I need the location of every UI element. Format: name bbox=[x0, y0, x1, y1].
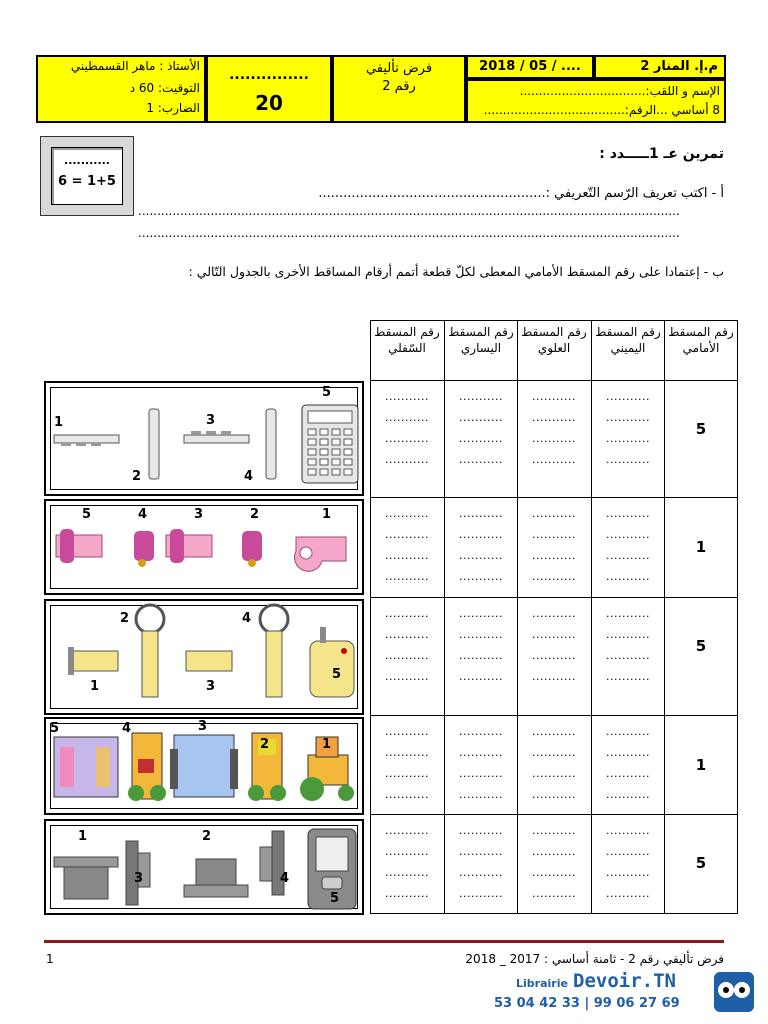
table-row-divider bbox=[370, 715, 738, 716]
col-header-right: رقم المسقط اليميني bbox=[595, 325, 661, 355]
answer-dots[interactable]: ........... bbox=[532, 670, 576, 683]
view-label: 4 bbox=[138, 507, 148, 522]
view-label: 4 bbox=[280, 871, 290, 886]
view-label: 5 bbox=[332, 667, 342, 682]
view-label: 2 bbox=[202, 829, 212, 844]
table-row-divider bbox=[370, 814, 738, 815]
answer-dots[interactable]: ........... bbox=[532, 725, 576, 738]
view-label: 3 bbox=[194, 507, 204, 522]
answer-dots[interactable]: ........... bbox=[606, 411, 650, 424]
header-grid bbox=[36, 55, 726, 123]
answer-dots[interactable]: ........... bbox=[532, 628, 576, 641]
table-row-divider bbox=[370, 497, 738, 498]
answer-dots[interactable]: ........... bbox=[459, 725, 503, 738]
answer-dots[interactable]: ........... bbox=[385, 670, 429, 683]
grade-box bbox=[40, 136, 134, 216]
answer-dots[interactable]: ........... bbox=[532, 411, 576, 424]
view-label: 1 bbox=[54, 415, 64, 430]
school-cell bbox=[594, 55, 726, 79]
col-header-left: رقم المسقط اليساري bbox=[448, 325, 514, 355]
view-label: 3 bbox=[206, 679, 216, 694]
answer-dots[interactable]: ........... bbox=[385, 507, 429, 520]
answer-dots[interactable]: ........... bbox=[532, 390, 576, 403]
answer-dots[interactable]: ........... bbox=[459, 528, 503, 541]
name-line: الإسم و اللقب:................................. bbox=[519, 84, 720, 98]
keychain-views-drawing bbox=[46, 601, 362, 713]
answer-dots[interactable]: ........... bbox=[532, 788, 576, 801]
answer-dots[interactable]: ........... bbox=[606, 507, 650, 520]
front-value-row-3: 5 bbox=[695, 637, 707, 655]
calculator-views-drawing bbox=[46, 383, 362, 494]
test-title-cell bbox=[332, 55, 466, 123]
view-label: 4 bbox=[242, 611, 252, 626]
view-label: 5 bbox=[322, 385, 332, 400]
table-divider bbox=[664, 320, 665, 914]
answer-dots[interactable]: ........... bbox=[459, 411, 503, 424]
answer-dots[interactable]: ........... bbox=[532, 746, 576, 759]
piece-2-views bbox=[44, 499, 364, 595]
score-dots: ............... bbox=[229, 67, 309, 83]
answer-dots[interactable]: ........... bbox=[606, 845, 650, 858]
piece-1-views bbox=[44, 381, 364, 496]
projections-table bbox=[370, 320, 738, 914]
piece-4-views bbox=[44, 717, 364, 815]
answer-dots[interactable]: ........... bbox=[459, 607, 503, 620]
answer-dots[interactable]: ........... bbox=[459, 390, 503, 403]
answer-dots[interactable]: ........... bbox=[606, 432, 650, 445]
col-header-bottom: رقم المسقط السّفلي bbox=[374, 325, 440, 355]
teacher-cell bbox=[36, 55, 206, 123]
answer-dots[interactable]: ........... bbox=[459, 649, 503, 662]
brand-small: Librairie bbox=[516, 977, 568, 990]
brand-logo bbox=[516, 970, 676, 992]
exercise-title: تمرين عـ 1ـــــدد : bbox=[599, 146, 724, 162]
answer-dots[interactable]: ........... bbox=[385, 628, 429, 641]
answer-dots[interactable]: ........... bbox=[459, 507, 503, 520]
grade-dots: ........... bbox=[64, 154, 110, 167]
answer-dots[interactable]: ........... bbox=[459, 628, 503, 641]
answer-dots[interactable]: ........... bbox=[385, 607, 429, 620]
answer-dots[interactable]: ........... bbox=[459, 866, 503, 879]
answer-dots[interactable]: ........... bbox=[532, 432, 576, 445]
answer-dots[interactable]: ........... bbox=[459, 432, 503, 445]
answer-line-2: .............................................................................................................................................. bbox=[138, 226, 680, 240]
grade-box-inner bbox=[51, 147, 123, 205]
score-cell bbox=[206, 55, 332, 123]
class-line: 8 أساسي ...الرقم:..................................... bbox=[483, 103, 720, 117]
answer-dots[interactable]: ........... bbox=[385, 866, 429, 879]
answer-dots[interactable]: ........... bbox=[532, 607, 576, 620]
answer-dots[interactable]: ........... bbox=[459, 570, 503, 583]
answer-dots[interactable]: ........... bbox=[606, 649, 650, 662]
answer-dots[interactable]: ........... bbox=[606, 549, 650, 562]
answer-dots[interactable]: ........... bbox=[606, 528, 650, 541]
answer-dots[interactable]: ........... bbox=[459, 887, 503, 900]
front-value-row-4: 1 bbox=[695, 756, 707, 774]
view-label: 2 bbox=[250, 507, 260, 522]
view-label: 1 bbox=[78, 829, 88, 844]
answer-dots[interactable]: ........... bbox=[459, 453, 503, 466]
timing: التوقيت: 60 د bbox=[129, 81, 200, 95]
answer-dots[interactable]: ........... bbox=[532, 824, 576, 837]
view-label: 1 bbox=[322, 507, 332, 522]
answer-dots[interactable]: ........... bbox=[459, 824, 503, 837]
view-label: 3 bbox=[134, 871, 144, 886]
view-label: 4 bbox=[244, 469, 254, 484]
owl-logo-icon bbox=[712, 968, 756, 1016]
view-label: 5 bbox=[330, 891, 340, 906]
answer-dots[interactable]: ........... bbox=[385, 649, 429, 662]
answer-dots[interactable]: ........... bbox=[385, 411, 429, 424]
answer-dots[interactable]: ........... bbox=[606, 746, 650, 759]
view-label: 4 bbox=[122, 721, 132, 736]
front-value-row-5: 5 bbox=[695, 854, 707, 872]
footer-rule bbox=[44, 940, 724, 943]
answer-dots[interactable]: ........... bbox=[606, 767, 650, 780]
answer-dots[interactable]: ........... bbox=[385, 824, 429, 837]
date-cell bbox=[466, 55, 594, 79]
answer-dots[interactable]: ........... bbox=[385, 746, 429, 759]
view-label: 3 bbox=[198, 719, 208, 734]
col-header-top: رقم المسقط العلوي bbox=[521, 325, 587, 355]
answer-dots[interactable]: ........... bbox=[385, 570, 429, 583]
table-divider bbox=[517, 320, 518, 914]
test-date: 2018 / 05 / .... bbox=[479, 59, 581, 74]
answer-dots[interactable]: ........... bbox=[606, 570, 650, 583]
footer-text: فرض تأليفي رقم 2 - ثامنة أساسي : 2017 _ 2018 bbox=[465, 952, 724, 966]
view-label: 2 bbox=[132, 469, 142, 484]
answer-dots[interactable]: ........... bbox=[385, 432, 429, 445]
answer-dots[interactable]: ........... bbox=[606, 670, 650, 683]
table-border-top bbox=[370, 320, 738, 321]
answer-dots[interactable]: ........... bbox=[385, 887, 429, 900]
view-label: 2 bbox=[260, 737, 270, 752]
answer-dots[interactable]: ........... bbox=[532, 887, 576, 900]
view-label: 2 bbox=[120, 611, 130, 626]
answer-dots[interactable]: ........... bbox=[606, 866, 650, 879]
answer-dots[interactable]: ........... bbox=[532, 845, 576, 858]
answer-dots[interactable]: ........... bbox=[385, 767, 429, 780]
page-number: 1 bbox=[46, 952, 54, 966]
table-border-right bbox=[737, 320, 738, 914]
answer-dots[interactable]: ........... bbox=[385, 725, 429, 738]
answer-dots[interactable]: ........... bbox=[385, 390, 429, 403]
piece-3-views bbox=[44, 599, 364, 715]
table-divider bbox=[591, 320, 592, 914]
answer-line-1: .............................................................................................................................................. bbox=[138, 204, 680, 218]
answer-dots[interactable]: ........... bbox=[532, 767, 576, 780]
piece-5-views bbox=[44, 819, 364, 915]
view-label: 5 bbox=[50, 721, 60, 736]
answer-dots[interactable]: ........... bbox=[606, 887, 650, 900]
answer-dots[interactable]: ........... bbox=[606, 725, 650, 738]
answer-dots[interactable]: ........... bbox=[385, 528, 429, 541]
grade-formula: 6 = 1+5 bbox=[58, 174, 116, 189]
answer-dots[interactable]: ........... bbox=[459, 549, 503, 562]
school-name: م.إ. المنار 2 bbox=[640, 59, 718, 74]
answer-dots[interactable]: ........... bbox=[606, 824, 650, 837]
answer-dots[interactable]: ........... bbox=[606, 788, 650, 801]
answer-dots[interactable]: ........... bbox=[532, 649, 576, 662]
answer-dots[interactable]: ........... bbox=[459, 670, 503, 683]
table-row-divider bbox=[370, 597, 738, 598]
brand-phones: 53 04 42 33 | 99 06 27 69 bbox=[494, 996, 680, 1011]
view-label: 1 bbox=[90, 679, 100, 694]
answer-dots[interactable]: ........... bbox=[532, 866, 576, 879]
answer-dots[interactable]: ........... bbox=[532, 528, 576, 541]
answer-dots[interactable]: ........... bbox=[532, 570, 576, 583]
answer-dots[interactable]: ........... bbox=[385, 788, 429, 801]
coefficient: الضارب: 1 bbox=[146, 101, 200, 115]
table-row-divider bbox=[370, 380, 738, 381]
student-info-cell bbox=[466, 79, 726, 123]
test-title: فرض تأليفي bbox=[365, 61, 433, 76]
answer-dots[interactable]: ........... bbox=[459, 746, 503, 759]
clamp-views-drawing bbox=[46, 501, 362, 593]
answer-dots[interactable]: ........... bbox=[459, 788, 503, 801]
answer-dots[interactable]: ........... bbox=[606, 453, 650, 466]
view-label: 1 bbox=[322, 737, 332, 752]
answer-dots[interactable]: ........... bbox=[385, 549, 429, 562]
table-border-bottom bbox=[370, 913, 738, 914]
view-label: 5 bbox=[82, 507, 92, 522]
answer-dots[interactable]: ........... bbox=[606, 607, 650, 620]
score-total: 20 bbox=[255, 91, 283, 115]
test-number: رقم 2 bbox=[382, 79, 416, 94]
answer-dots[interactable]: ........... bbox=[606, 628, 650, 641]
brand-name: Devoir.TN bbox=[573, 970, 676, 992]
answer-dots[interactable]: ........... bbox=[532, 453, 576, 466]
answer-dots[interactable]: ........... bbox=[532, 549, 576, 562]
answer-dots[interactable]: ........... bbox=[459, 845, 503, 858]
front-value-row-1: 5 bbox=[695, 420, 707, 438]
table-divider bbox=[444, 320, 445, 914]
view-label: 3 bbox=[206, 413, 216, 428]
col-header-front: رقم المسقط الأمامي bbox=[668, 325, 734, 355]
part-a-question: أ - اكتب تعريف الرّسم التّعريفي :....................................................... bbox=[318, 186, 724, 201]
answer-dots[interactable]: ........... bbox=[532, 507, 576, 520]
answer-dots[interactable]: ........... bbox=[385, 453, 429, 466]
table-border-left bbox=[370, 320, 371, 914]
answer-dots[interactable]: ........... bbox=[606, 390, 650, 403]
answer-dots[interactable]: ........... bbox=[459, 767, 503, 780]
part-b-question: ب - إعتمادا على رقم المسقط الأمامي المعطى لكلّ قطعة أتمم أرقام المساقط الأخرى بالجدول التّالي : bbox=[188, 264, 724, 279]
teacher-name: الأستاذ : ماهر القسمطيني bbox=[70, 59, 200, 73]
front-value-row-2: 1 bbox=[695, 538, 707, 556]
answer-dots[interactable]: ........... bbox=[385, 845, 429, 858]
